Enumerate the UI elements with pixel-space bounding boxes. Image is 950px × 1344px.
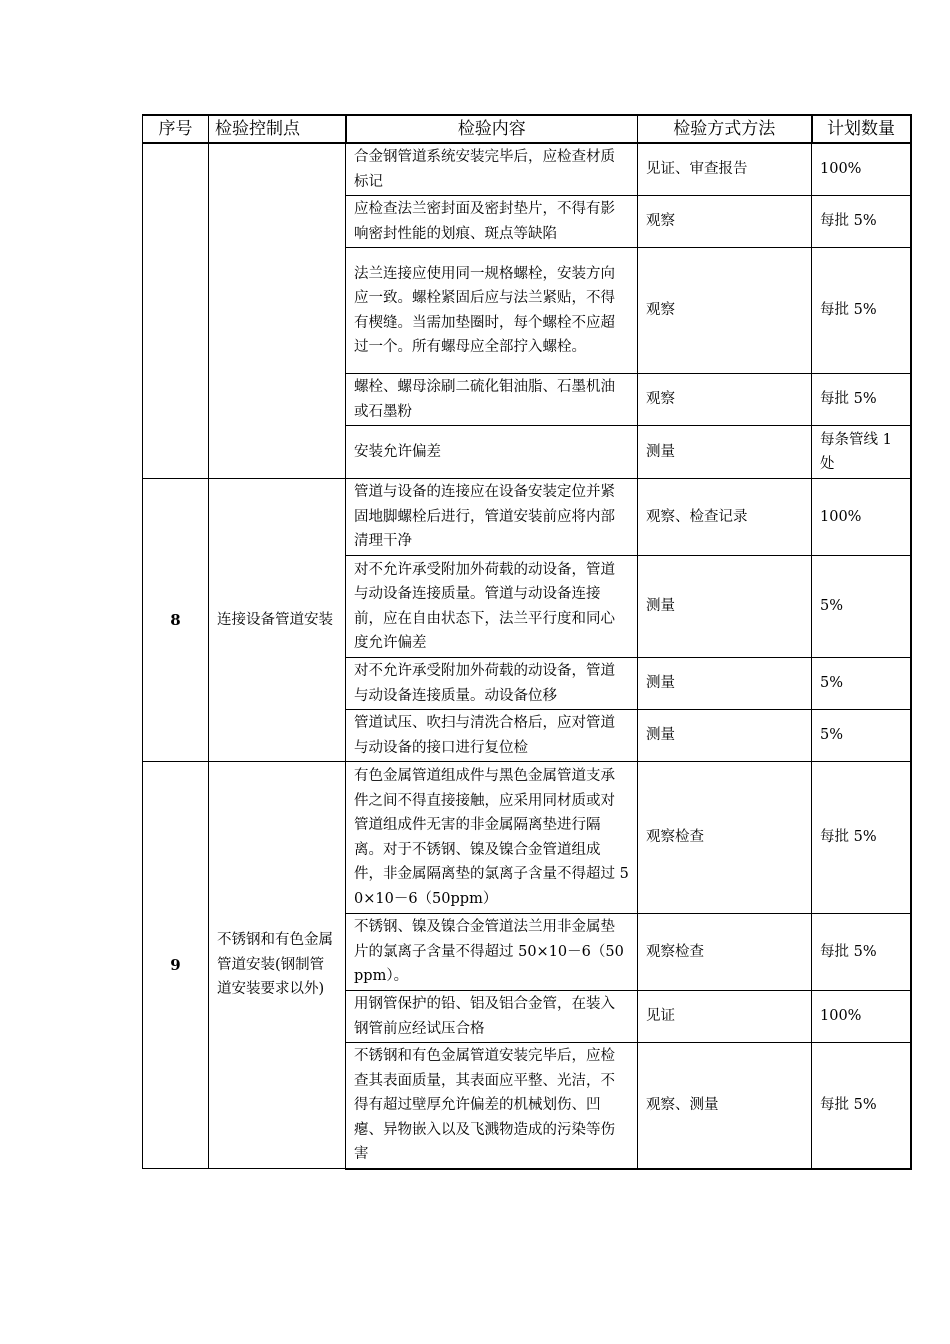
planned-quantity: 5%	[812, 658, 911, 710]
inspection-content: 不锈钢、镍及镍合金管道法兰用非金属垫片的氯离子含量不得超过 50×10－6（50ppm）。	[346, 914, 638, 991]
inspection-method: 见证、审查报告	[638, 143, 812, 196]
inspection-content: 对不允许承受附加外荷载的动设备，管道与动设备连接质量。管道与动设备连接前，应在自由状态下，法兰平行度和同心度允许偏差	[346, 556, 638, 658]
control-point	[209, 143, 346, 479]
inspection-method: 测量	[638, 710, 812, 762]
inspection-method: 测量	[638, 426, 812, 479]
inspection-content: 管道与设备的连接应在设备安装定位并紧固地脚螺栓后进行，管道安装前应将内部清理干净	[346, 479, 638, 556]
row-number	[143, 143, 209, 479]
planned-quantity: 100%	[812, 479, 911, 556]
inspection-method: 观察	[638, 196, 812, 248]
inspection-content: 螺栓、螺母涂刷二硫化钼油脂、石墨机油或石墨粉	[346, 374, 638, 426]
planned-quantity: 每批 5%	[812, 196, 911, 248]
inspection-method: 见证	[638, 991, 812, 1043]
inspection-method: 测量	[638, 658, 812, 710]
row-number: 9	[143, 762, 209, 1169]
row-number: 8	[143, 479, 209, 762]
planned-quantity: 5%	[812, 710, 911, 762]
inspection-content: 应检查法兰密封面及密封垫片，不得有影响密封性能的划痕、斑点等缺陷	[346, 196, 638, 248]
header-content: 检验内容	[346, 115, 638, 143]
planned-quantity: 每批 5%	[812, 374, 911, 426]
table-row	[143, 479, 911, 556]
table-row	[143, 143, 911, 196]
inspection-content: 用钢管保护的铅、铝及铝合金管，在装入钢管前应经试压合格	[346, 991, 638, 1043]
inspection-method: 观察检查	[638, 762, 812, 914]
inspection-method: 观察	[638, 248, 812, 374]
inspection-method: 测量	[638, 556, 812, 658]
inspection-table	[142, 114, 912, 1170]
planned-quantity: 每批 5%	[812, 1043, 911, 1169]
inspection-content: 有色金属管道组成件与黑色金属管道支承件之间不得直接接触，应采用同材质或对管道组成件无害的非金属隔离垫进行隔离。对于不锈钢、镍及镍合金管道组成件，非金属隔离垫的氯离子含量不得超过 50×10－6（50ppm）	[346, 762, 638, 914]
inspection-content: 对不允许承受附加外荷载的动设备，管道与动设备连接质量。动设备位移	[346, 658, 638, 710]
control-point: 不锈钢和有色金属管道安装(钢制管道安装要求以外)	[209, 762, 346, 1169]
header-control-point: 检验控制点	[209, 115, 346, 143]
inspection-content: 合金钢管道系统安装完毕后，应检查材质标记	[346, 143, 638, 196]
header-no: 序号	[143, 115, 209, 143]
planned-quantity: 每批 5%	[812, 762, 911, 914]
inspection-method: 观察	[638, 374, 812, 426]
inspection-content: 安装允许偏差	[346, 426, 638, 479]
control-point: 连接设备管道安装	[209, 479, 346, 762]
header-method: 检验方式方法	[638, 115, 812, 143]
header-row	[143, 115, 911, 143]
inspection-content: 不锈钢和有色金属管道安装完毕后，应检查其表面质量，其表面应平整、光洁，不得有超过壁厚允许偏差的机械划伤、凹瘪、异物嵌入以及飞溅物造成的污染等伤害	[346, 1043, 638, 1169]
planned-quantity: 100%	[812, 991, 911, 1043]
planned-quantity: 100%	[812, 143, 911, 196]
inspection-table-sheet	[142, 114, 912, 1170]
inspection-content: 法兰连接应使用同一规格螺栓，安装方向应一致。螺栓紧固后应与法兰紧贴，不得有楔缝。当需加垫圈时，每个螺栓不应超过一个。所有螺母应全部拧入螺栓。	[346, 248, 638, 374]
planned-quantity: 每批 5%	[812, 914, 911, 991]
inspection-method: 观察、测量	[638, 1043, 812, 1169]
inspection-content: 管道试压、吹扫与清洗合格后，应对管道与动设备的接口进行复位检	[346, 710, 638, 762]
planned-quantity: 5%	[812, 556, 911, 658]
planned-quantity: 每批 5%	[812, 248, 911, 374]
header-quantity: 计划数量	[812, 115, 911, 143]
inspection-method: 观察、检查记录	[638, 479, 812, 556]
planned-quantity: 每条管线 1 处	[812, 426, 911, 479]
inspection-method: 观察检查	[638, 914, 812, 991]
table-row	[143, 762, 911, 914]
